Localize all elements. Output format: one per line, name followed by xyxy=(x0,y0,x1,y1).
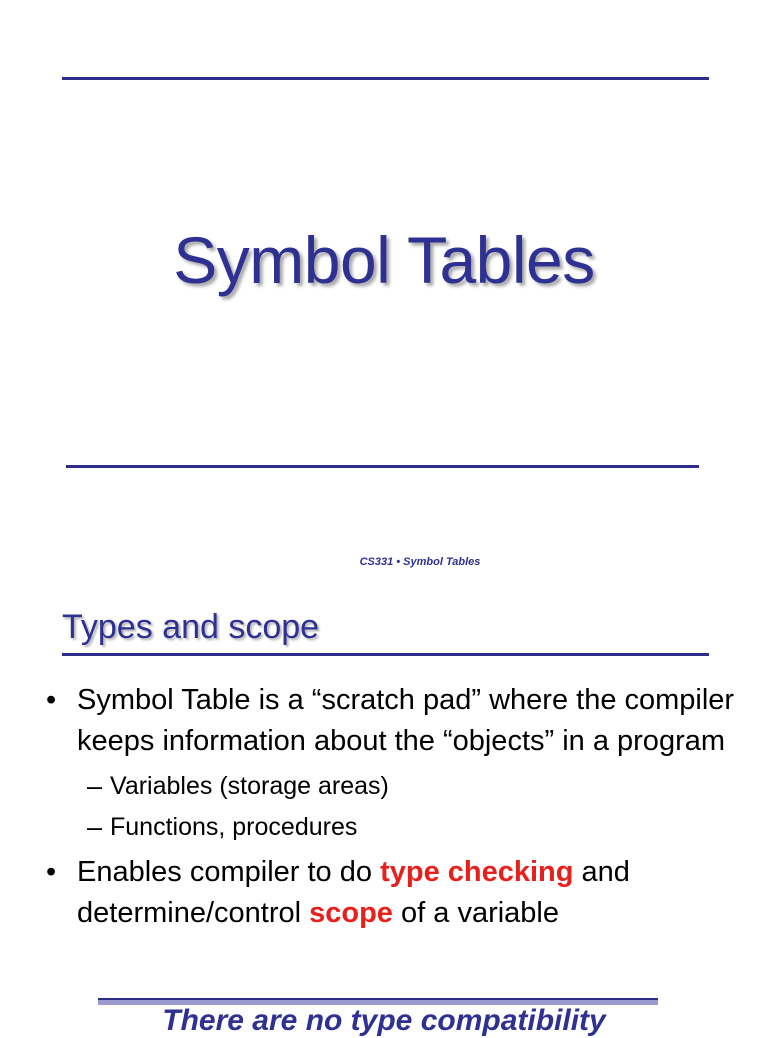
slide-footer: CS331 • Symbol Tables xyxy=(359,556,481,568)
cut-off-callout-text: There are no type compatibility xyxy=(162,1004,606,1037)
bullet-text: of a variable xyxy=(392,897,559,929)
highlight-type-checking: type checking xyxy=(380,856,574,888)
bullet-text: and determine/control xyxy=(77,856,630,929)
list-item xyxy=(77,807,746,848)
highlight-scope: scope xyxy=(309,897,393,929)
bullet-marker: • xyxy=(46,684,57,716)
title-underline-rule xyxy=(66,465,699,468)
list-item xyxy=(46,852,746,934)
heading-rule xyxy=(62,653,709,656)
dash-marker: – xyxy=(87,812,103,842)
list-item xyxy=(77,766,746,807)
sub-list xyxy=(77,766,746,848)
bullet-marker: • xyxy=(46,856,57,888)
list-item xyxy=(46,680,746,848)
slide-title: Symbol Tables xyxy=(173,223,595,297)
bullet-list xyxy=(46,680,746,934)
sub-item-text: Variables (storage areas) xyxy=(110,772,389,800)
bullet-text: Symbol Table is a “scratch pad” where the compiler keeps information about the “objects” in a program xyxy=(77,684,735,757)
sub-item-text: Functions, procedures xyxy=(110,813,358,841)
top-rule xyxy=(62,77,709,80)
bullet-text: Enables compiler to do xyxy=(77,856,381,888)
section-heading: Types and scope xyxy=(62,608,320,646)
dash-marker: – xyxy=(87,771,103,801)
